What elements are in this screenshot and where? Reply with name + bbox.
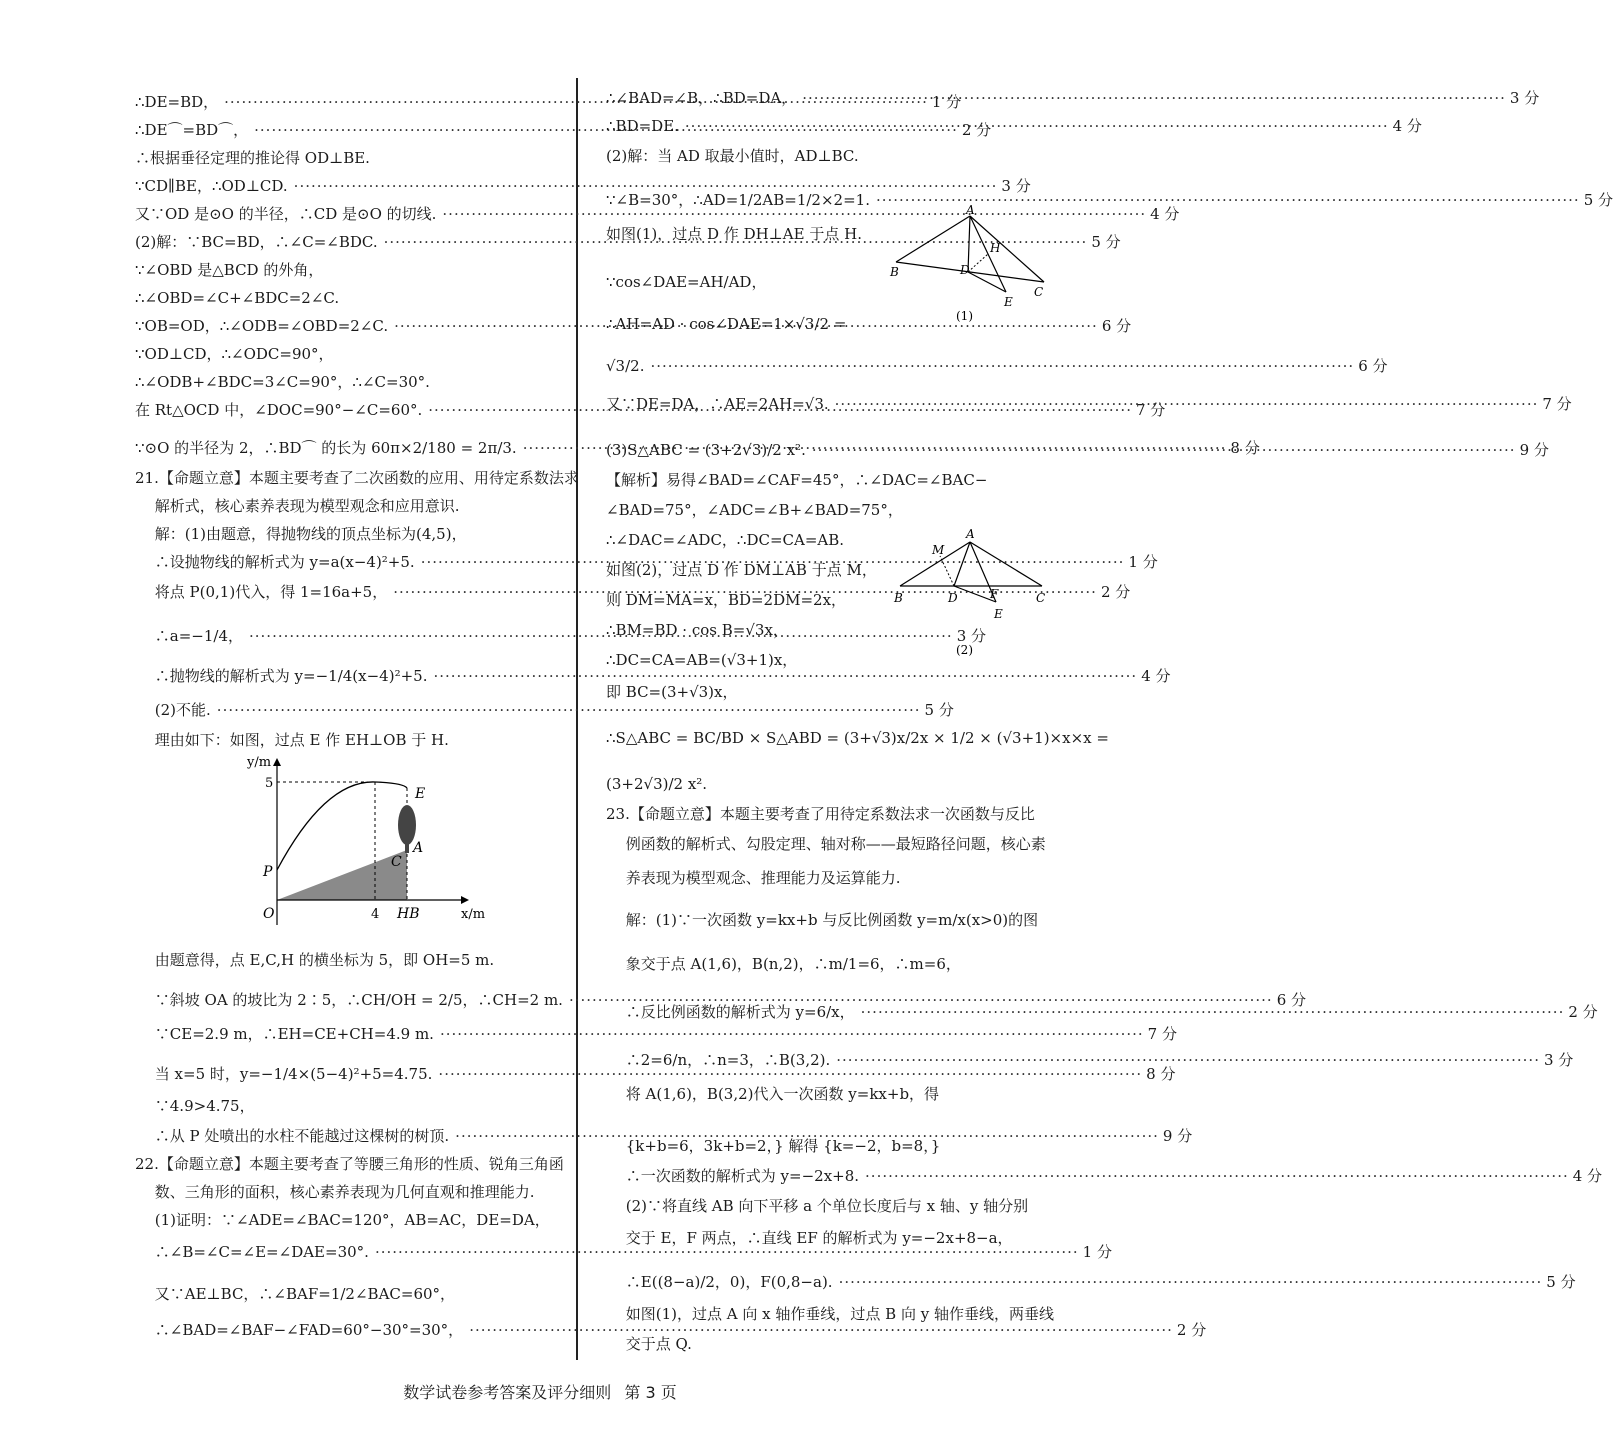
fig2-block — [606, 520, 1046, 702]
fig1-b: B — [890, 265, 899, 279]
text-line — [606, 334, 1388, 376]
line-text: 养表现为模型观念、推理能力及运算能力. — [606, 868, 901, 887]
line-text: (3)S△ABC = (3+2√3)/2 x². — [606, 440, 806, 459]
line-text: ∴AH=AD · cos∠DAE=1×√3/2 = — [606, 314, 847, 333]
line-text: ∴根据垂径定理的推论得 OD⊥BE. — [135, 148, 370, 167]
text-line — [606, 854, 1046, 888]
line-text: 解：(1)由题意，得抛物线的顶点坐标为(4,5)， — [135, 524, 467, 543]
line-text: ∵CE=2.9 m，∴EH=CE+CH=4.9 m. — [135, 1024, 434, 1043]
x-arrow — [461, 896, 469, 904]
line-text: ∴a=−1/4， — [135, 626, 243, 645]
text-line — [606, 748, 1046, 794]
line-text: ∴∠OBD=∠C+∠BDC=2∠C. — [135, 288, 340, 307]
text-line — [606, 520, 896, 550]
leader-dots — [833, 1273, 1543, 1293]
line-text: {k+b=6，3k+b=2，} 解得 {k=−2，b=8，} — [606, 1136, 941, 1155]
line-text: (2)不能. — [135, 700, 211, 719]
text-line — [135, 364, 567, 392]
text-line — [135, 458, 579, 488]
line-text: 交于点 Q. — [606, 1334, 692, 1353]
line-text: ∵cos∠DAE=AH/AD， — [606, 272, 767, 291]
p-label: P — [263, 864, 273, 880]
fig2-a: A — [966, 527, 975, 541]
score: 3 分 — [1001, 176, 1031, 195]
fig1-c: C — [1034, 285, 1044, 299]
line-text: ∵∠B=30°，∴AD=1/2AB=1/2×2=1. — [606, 190, 870, 209]
line-text: 交于 E，F 两点，∴直线 EF 的解析式为 y=−2x+8−a， — [606, 1228, 1013, 1247]
line-text: 22.【命题立意】本题主要考查了等腰三角形的性质、锐角三角函 — [135, 1154, 564, 1173]
text-line — [606, 1104, 1046, 1156]
line-text: ∴DC=CA=AB=(√3+1)x， — [606, 650, 798, 669]
line-text: ∴S△ABC = BC/BD × S△ABD = (3+√3)x/2x × 1/2 × (√3+1)×x×x = — [606, 728, 1109, 747]
text-line — [606, 670, 896, 702]
score: 4 分 — [1572, 1166, 1603, 1185]
text-line — [606, 1324, 1046, 1354]
text-line — [606, 292, 896, 334]
line-text: ∵∠OBD 是△BCD 的外角， — [135, 260, 324, 279]
text-line — [606, 490, 1046, 520]
text-line — [135, 516, 567, 544]
line-text: 将 A(1,6)，B(3,2)代入一次函数 y=kx+b，得 — [606, 1084, 940, 1103]
fig1-caption: (1) — [956, 309, 973, 323]
text-line — [606, 794, 1046, 824]
line-text: ∴E((8−a)/2，0)，F(0,8−a). — [606, 1272, 833, 1291]
text-line — [135, 970, 1306, 1010]
line-text: ∵⊙O 的半径为 2，∴BD⌒ 的长为 60π×2/180 = 2π/3. — [135, 438, 517, 457]
line-text: ∠BAD=75°，∠ADC=∠B+∠BAD=75°， — [606, 500, 903, 519]
tree-trunk — [405, 843, 409, 853]
score: 3 分 — [1543, 1050, 1574, 1069]
text-line — [135, 1202, 567, 1230]
text-line — [606, 580, 896, 610]
line-text: 理由如下：如图，过点 E 作 EH⊥OB 于 H. — [135, 730, 449, 749]
score: 8 分 — [1230, 438, 1260, 457]
text-line — [606, 460, 1046, 490]
y-label: y/m — [247, 755, 272, 770]
line-text: ∵4.9>4.75， — [135, 1096, 255, 1115]
footer-title: 数学试卷参考答案及评分细则 — [403, 1383, 612, 1402]
text-line — [135, 252, 567, 280]
score: 6 分 — [1101, 316, 1132, 335]
line-text: (2)解：当 AD 取最小值时，AD⊥BC. — [606, 146, 859, 165]
fig1-a: A — [966, 203, 975, 217]
text-line — [606, 640, 896, 670]
fig1-e: E — [1004, 295, 1013, 309]
text-line — [606, 136, 1046, 166]
line-text: 解析式，核心素养表现为模型观念和应用意识. — [135, 496, 460, 515]
fig2-text — [606, 520, 896, 702]
text-line — [606, 824, 1046, 854]
fig2-e: E — [994, 607, 1003, 621]
fig2-m: M — [932, 543, 945, 557]
line-text: 将点 P(0,1)代入，得 1=16a+5， — [135, 582, 388, 601]
score: 5 分 — [1583, 190, 1613, 209]
line-text: 在 Rt△OCD 中，∠DOC=90°−∠C=60°. — [135, 400, 423, 419]
e-label: E — [415, 786, 426, 802]
score: 5 分 — [1091, 232, 1121, 251]
text-line — [135, 1146, 567, 1174]
line-text: 解：(1)∵一次函数 y=kx+b 与反比例函数 y=m/x(x>0)的图 — [606, 910, 1039, 929]
tree-icon — [398, 805, 416, 845]
leader-dots — [855, 1003, 1565, 1023]
score: 3 分 — [956, 626, 987, 645]
text-line — [135, 168, 1031, 196]
fig2-c: C — [1036, 591, 1046, 605]
line-text: ∴抛物线的解析式为 y=−1/4(x−4)²+5. — [135, 666, 428, 685]
slope-area — [277, 850, 407, 900]
line-text: ∴从 P 处喷出的水柱不能越过这棵树的树顶. — [135, 1126, 450, 1145]
line-text: 则 DM=MA=x，BD=2DM=2x， — [606, 590, 847, 609]
leader-dots — [870, 191, 1580, 211]
x-label: x/m — [461, 907, 486, 922]
text-line — [135, 720, 567, 750]
line-text: 23.【命题立意】本题主要考查了用待定系数法求一次函数与反比 — [606, 804, 1035, 823]
line-text: 数、三角形的面积，核心素养表现为几何直观和推理能力. — [135, 1182, 535, 1201]
fig1-block — [606, 203, 1046, 334]
leader-dots — [679, 117, 1389, 137]
text-line — [135, 1174, 567, 1202]
y-arrow — [273, 758, 281, 766]
line-text: ∴∠B=∠C=∠E=∠DAE=30°. — [135, 1242, 369, 1261]
right-lines-top — [606, 78, 1613, 210]
hb-label: HB — [397, 906, 420, 922]
line-text: 又∵DE=DA，∴AE=2AH=√3. — [606, 394, 829, 413]
line-text: 即 BC=(3+√3)x， — [606, 682, 738, 701]
page-footer — [0, 1380, 1080, 1403]
leader-dots — [859, 1167, 1569, 1187]
score: 4 分 — [1141, 666, 1171, 685]
line-text: 又∵OD 是⊙O 的半径，∴CD 是⊙O 的切线. — [135, 204, 437, 223]
score: 2 分 — [1568, 1002, 1598, 1021]
score: 6 分 — [1358, 356, 1388, 375]
c-label: C — [391, 854, 402, 870]
footer-page: 第 3 页 — [624, 1383, 677, 1402]
text-line — [606, 108, 1422, 136]
text-line — [135, 280, 567, 308]
text-line — [606, 1292, 1054, 1324]
line-text: 象交于点 A(1,6)，B(n,2)，∴m/1=6，∴m=6， — [606, 954, 961, 973]
text-line — [606, 1186, 1046, 1216]
score: 7 分 — [1147, 1024, 1177, 1043]
line-text: 当 x=5 时，y=−1/4×(5−4)²+5=4.75. — [135, 1064, 433, 1083]
fig1-h: H — [990, 241, 1001, 255]
line-text: ∴2=6/n，∴n=3，∴B(3,2). — [606, 1050, 831, 1069]
score: 2 分 — [1176, 1320, 1207, 1339]
text-line — [135, 336, 567, 364]
fig2-f: F — [990, 587, 999, 601]
line-text: 如图(2)，过点 D 作 DM⊥AB 于点 M， — [606, 560, 877, 579]
text-line — [606, 1216, 1046, 1248]
score: 9 分 — [1519, 440, 1549, 459]
line-text: 又∵AE⊥BC，∴∠BAF=1/2∠BAC=60°， — [135, 1284, 456, 1303]
line-text: ∴∠BAD=∠B，∴BD=DA， — [606, 88, 797, 107]
score: 5 分 — [1546, 1272, 1576, 1291]
line-text: 如图(1)，过点 D 作 DH⊥AE 于点 H. — [606, 224, 862, 243]
text-line — [606, 702, 1109, 748]
line-text: 21.【命题立意】本题主要考查了二次函数的应用、用待定系数法求 — [135, 468, 579, 487]
fig2-d: D — [948, 591, 958, 605]
score: 4 分 — [1150, 204, 1180, 223]
line-text: ∴设抛物线的解析式为 y=a(x−4)²+5. — [135, 552, 415, 571]
origin-label: O — [263, 906, 275, 922]
leader-dots — [830, 1051, 1540, 1071]
line-text: ∵OB=OD，∴∠ODB=∠OBD=2∠C. — [135, 316, 389, 335]
line-text: (2)解：∵BC=BD，∴∠C=∠BDC. — [135, 232, 378, 251]
text-line — [135, 140, 567, 168]
score: 2 分 — [1100, 582, 1131, 601]
score: 3 分 — [1509, 88, 1540, 107]
fig1-d: D — [960, 263, 970, 277]
parabola-curve — [277, 782, 407, 870]
line-text: ∴∠DAC=∠ADC，∴DC=CA=AB. — [606, 530, 845, 549]
score: 1 分 — [931, 92, 962, 111]
score: 1 分 — [1082, 1242, 1112, 1261]
line-text: (1)证明：∵∠ADE=∠BAC=120°，AB=AC，DE=DA， — [135, 1210, 550, 1229]
score: 6 分 — [1276, 990, 1306, 1009]
a-label: A — [413, 840, 424, 856]
fig2-b: B — [894, 591, 903, 605]
score: 8 分 — [1146, 1064, 1176, 1083]
text-line — [606, 930, 1046, 974]
leader-dots — [806, 438, 1516, 461]
text-line — [606, 1070, 1046, 1104]
line-text: ∴BM=BD · cos B=√3x， — [606, 620, 788, 639]
text-line — [606, 78, 1540, 108]
line-text: ∴反比例函数的解析式为 y=6/x， — [606, 1002, 855, 1021]
leader-dots — [829, 395, 1539, 415]
line-text: ∵OD⊥CD，∴∠ODC=90°， — [135, 344, 334, 363]
line-text: ∴∠BAD=∠BAF−∠FAD=60°−30°=30°， — [135, 1320, 464, 1339]
text-line — [606, 610, 896, 640]
triangle-fig1 — [886, 203, 1046, 334]
score: 7 分 — [1135, 400, 1166, 419]
line-text: ∵CD∥BE，∴OD⊥CD. — [135, 176, 288, 195]
score: 4 分 — [1392, 116, 1422, 135]
text-line — [606, 210, 896, 244]
score: 7 分 — [1542, 394, 1572, 413]
text-line — [135, 1262, 567, 1304]
triangle-fig2 — [890, 526, 1050, 666]
text-line — [606, 888, 1046, 930]
parabola-graph — [135, 750, 567, 940]
line-text: (2)∵将直线 AB 向下平移 a 个单位长度后与 x 轴、y 轴分别 — [606, 1196, 1029, 1215]
fig1-text — [606, 210, 896, 334]
line-text: 如图(1)，过点 A 向 x 轴作垂线，过点 B 向 y 轴作垂线，两垂线 — [606, 1304, 1054, 1323]
line-text: ∴一次函数的解析式为 y=−2x+8. — [606, 1166, 860, 1185]
text-line — [135, 1084, 567, 1116]
y-tick: 5 — [265, 776, 274, 791]
line-text: 由题意得，点 E,C,H 的横坐标为 5，即 OH=5 m. — [135, 950, 495, 969]
leader-dots — [644, 357, 1354, 377]
text-line — [606, 166, 1613, 210]
line-text: 【解析】易得∠BAD=∠CAF=45°，∴∠DAC=∠BAC− — [606, 470, 988, 489]
line-text: √3/2. — [606, 356, 645, 375]
text-line — [606, 376, 1572, 414]
graph-figure — [135, 750, 567, 940]
text-line — [135, 940, 567, 970]
fig2-caption: (2) — [956, 643, 973, 657]
leader-dots — [796, 89, 1506, 109]
text-line — [135, 488, 567, 516]
score: 9 分 — [1162, 1126, 1193, 1145]
line-text: ∵斜坡 OA 的坡比为 2∶5，∴CH/OH = 2/5，∴CH=2 m. — [135, 990, 563, 1009]
score: 5 分 — [924, 700, 954, 719]
line-text: ∴DE⌒=BD⌒， — [135, 120, 249, 139]
text-line — [606, 1156, 1603, 1186]
line-text: 例函数的解析式、勾股定理、轴对称——最短路径问题，核心素 — [606, 834, 1046, 853]
line-text: ∴BD=DE. — [606, 116, 679, 135]
line-text: (3+2√3)/2 x². — [606, 774, 708, 793]
score: 1 分 — [1128, 552, 1158, 571]
x-tick: 4 — [371, 907, 380, 922]
text-line — [606, 550, 896, 580]
text-line — [606, 244, 896, 292]
line-text: ∴DE=BD， — [135, 92, 219, 111]
line-text: ∴∠ODB+∠BDC=3∠C=90°，∴∠C=30°. — [135, 372, 430, 391]
score: 2 分 — [961, 120, 992, 139]
